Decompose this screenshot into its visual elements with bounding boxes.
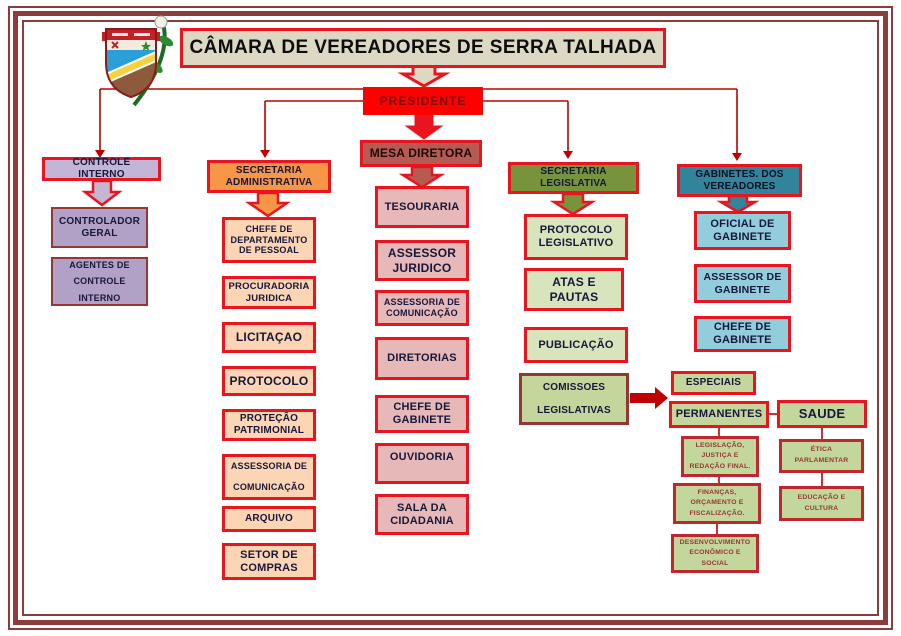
arrow-comissoes-right	[630, 387, 668, 409]
node-procuradoria-juridica: PROCURADORIA JURIDICA	[222, 276, 316, 309]
node-gabinetes-dos-vereadores: GABINETES. DOS VEREADORES	[677, 164, 802, 197]
node-assessor-de-gabinete: ASSESSOR DE GABINETE	[694, 264, 791, 303]
node-licitacao: LICITAÇAO	[222, 322, 316, 353]
node-controle-interno: CONTROLE INTERNO	[42, 157, 161, 181]
node-agentes-controle-interno: AGENTES DE CONTROLE INTERNO	[51, 257, 148, 306]
node-secretaria-administrativa: SECRETARIA ADMINISTRATIVA	[207, 160, 331, 193]
page-title: CÂMARA DE VEREADORES DE SERRA TALHADA	[180, 28, 666, 68]
arrow-presidente-to-mesa	[406, 115, 442, 139]
node-chefe-departamento-pessoal: CHEFE DE DEPARTAMENTO DE PESSOAL	[222, 217, 316, 263]
arrow-gabinetes-down	[721, 196, 755, 212]
node-especiais: ESPECIAIS	[671, 371, 756, 395]
node-ouvidoria: OUVIDORIA	[375, 443, 469, 484]
node-secretaria-legislativa: SECRETARIA LEGISLATIVA	[508, 162, 639, 194]
node-financas-orcamento-fiscalizacao: FINANÇAS, ORÇAMENTO E FISCALIZAÇÃO.	[673, 483, 761, 524]
node-tesouraria: TESOURARIA	[375, 186, 469, 228]
node-sala-da-cidadania: SALA DA CIDADANIA	[375, 494, 469, 535]
node-arquivo: ARQUIVO	[222, 506, 316, 532]
node-controlador-geral: CONTROLADOR GERAL	[51, 207, 148, 248]
arrow-secleg-down	[554, 194, 592, 214]
coat-of-arms-logo	[100, 15, 180, 111]
node-saude: SAUDE	[777, 400, 867, 428]
node-presidente: PRESIDENTE	[363, 87, 483, 115]
node-protocolo: PROTOCOLO	[222, 366, 316, 396]
arrow-controle-down	[85, 181, 119, 205]
node-permanentes: PERMANENTES	[669, 401, 769, 428]
node-assessor-juridico: ASSESSOR JURIDICO	[375, 240, 469, 281]
node-desenvolvimento-economico-social: DESENVOLVIMENTO ECONÔMICO E SOCIAL	[671, 534, 759, 573]
node-atas-e-pautas: ATAS E PAUTAS	[524, 268, 624, 311]
arrow-secadm-down	[249, 193, 287, 216]
node-publicacao: PUBLICAÇÃO	[524, 327, 628, 363]
node-diretorias: DIRETORIAS	[375, 337, 469, 380]
node-educacao-e-cultura: EDUCAÇÃO E CULTURA	[779, 486, 864, 521]
node-setor-de-compras: SETOR DE COMPRAS	[222, 543, 316, 580]
node-protocolo-legislativo: PROTOCOLO LEGISLATIVO	[524, 214, 628, 260]
node-comissoes-legislativas: COMISSOES LEGISLATIVAS	[519, 373, 629, 425]
node-assessoria-comunicacao-adm: ASSESSORIA DE COMUNICAÇÃO	[222, 454, 316, 500]
node-legislacao-justica-redacao: LEGISLAÇÃO, JUSTIÇA E REDAÇÃO FINAL.	[681, 436, 759, 477]
node-chefe-gabinete-mesa: CHEFE DE GABINETE	[375, 395, 469, 433]
node-assessoria-comunicacao-mesa: ASSESSORIA DE COMUNICAÇÃO	[375, 290, 469, 326]
node-protecao-patrimonial: PROTEÇÃO PATRIMONIAL	[222, 409, 316, 441]
node-mesa-diretora: MESA DIRETORA	[360, 140, 482, 167]
node-chefe-de-gabinete: CHEFE DE GABINETE	[694, 316, 791, 352]
node-etica-parlamentar: ÉTICA PARLAMENTAR	[779, 439, 864, 473]
node-oficial-de-gabinete: OFICIAL DE GABINETE	[694, 211, 791, 250]
arrow-mesa-down	[403, 167, 441, 187]
